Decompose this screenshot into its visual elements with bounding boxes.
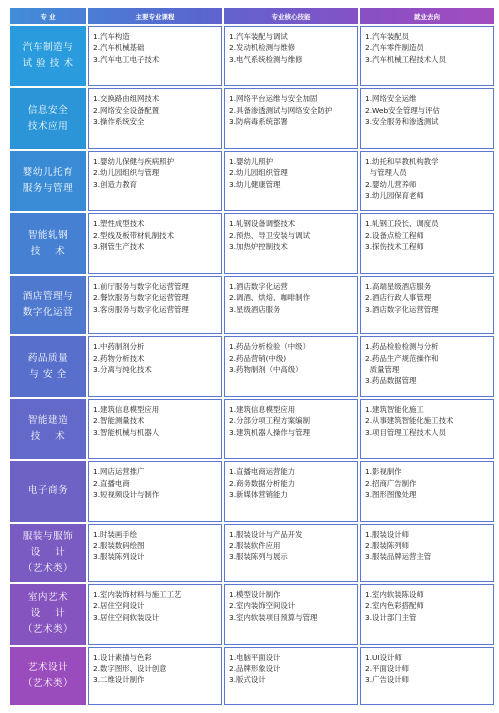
course-item: 3.汽车电工电子技术	[93, 54, 160, 64]
major-name	[10, 213, 86, 273]
career-cell	[360, 151, 494, 211]
career-cell	[360, 524, 494, 582]
major-name-line: 艺术设计	[27, 661, 69, 673]
major-name	[10, 151, 86, 211]
career-item: 3.探伤技术工程师	[365, 242, 424, 252]
course-item: 3.短视频设计与制作	[93, 490, 160, 500]
career-item: 2.汽车零件制造员	[365, 43, 424, 53]
table-row	[10, 88, 494, 148]
course-item: 2.智能测量技术	[93, 416, 145, 426]
career-item: 与管理人员	[365, 168, 407, 178]
career-item: 3.项目管理工程技术人员	[365, 427, 446, 437]
course-cell	[88, 26, 222, 86]
course-item: 1.设计素描与色彩	[93, 652, 152, 662]
skill-item: 2.品牌形象设计	[229, 663, 281, 673]
course-item: 3.钢管生产技术	[93, 242, 145, 252]
course-cell	[88, 399, 222, 459]
skill-item: 2.商务数据分析能力	[229, 478, 296, 488]
skill-item: 1.建筑信息模型应用	[229, 404, 296, 414]
skill-item: 2.幼儿园组织管理	[229, 168, 288, 178]
career-cell	[360, 399, 494, 459]
career-cell	[360, 584, 494, 644]
career-item: 3.汽车机械工程技术人员	[365, 54, 446, 64]
career-item: 3.药品数据管理	[365, 376, 417, 386]
major-name-line: 数字化运营	[22, 307, 74, 319]
skill-item: 1.服装设计与产品开发	[229, 529, 303, 539]
course-item: 3.分离与纯化技术	[93, 365, 152, 375]
skill-cell	[224, 276, 358, 334]
table-row	[10, 151, 494, 211]
skill-item: 3.服装陈列与展示	[229, 552, 288, 562]
major-name-line: 服务与管理	[22, 183, 74, 195]
course-item: 1.中药制剂分析	[93, 342, 145, 352]
career-item: 1.影视制作	[365, 467, 402, 477]
skill-item: 2.发动机检测与维修	[229, 43, 296, 53]
career-item: 2.平面设计师	[365, 663, 410, 673]
major-name-line: 酒店管理与	[22, 291, 74, 303]
table-row	[10, 461, 494, 521]
course-cell	[88, 151, 222, 211]
table-row	[10, 524, 494, 582]
major-name-line: 技 术	[30, 245, 66, 257]
career-item: 2.设备点检工程师	[365, 230, 424, 240]
major-name	[10, 336, 86, 396]
skill-cell	[224, 26, 358, 86]
major-name-line: 电子商务	[27, 485, 69, 497]
major-name	[10, 461, 86, 521]
skill-item: 1.酒店数字化运营	[229, 281, 288, 291]
skill-item: 3.建筑机器人操作与管理	[229, 427, 310, 437]
course-item: 1.室内装饰材料与施工工艺	[93, 590, 182, 600]
majors-table	[8, 6, 496, 707]
course-item: 3.二维设计制作	[93, 675, 145, 685]
course-cell	[88, 276, 222, 334]
table-row	[10, 584, 494, 644]
skill-item: 2.药品营销(中级)	[229, 353, 287, 363]
major-name-line: 智能轧钢	[27, 229, 69, 241]
course-cell	[88, 213, 222, 273]
table-row	[10, 26, 494, 86]
skill-item: 1.直播电商运营能力	[229, 467, 296, 477]
career-item: 1.网络安全运维	[365, 94, 417, 104]
skill-cell	[224, 461, 358, 521]
skill-item: 2.具备渗透测试与网络安全防护	[229, 105, 333, 115]
skill-cell	[224, 213, 358, 273]
course-item: 2.居住空间设计	[93, 601, 145, 611]
skill-item: 3.幼儿健康管理	[229, 179, 281, 189]
table-row	[10, 276, 494, 334]
header-career: 就业去向	[360, 8, 494, 24]
career-item: 3.幼儿园保育老师	[365, 191, 424, 201]
skill-cell	[224, 151, 358, 211]
table-row	[10, 336, 494, 396]
course-item: 2.数字图形、设计创意	[93, 663, 167, 673]
major-name-line: 设 计	[30, 608, 66, 620]
header-row	[10, 8, 494, 24]
table-row	[10, 399, 494, 459]
header-skills: 专业核心技能	[224, 8, 358, 24]
career-cell	[360, 647, 494, 705]
skill-item: 3.电气系统检测与维修	[229, 54, 303, 64]
major-name	[10, 276, 86, 334]
career-item: 1.轧钢工段长、调度员	[365, 219, 439, 229]
major-name-line: 室内艺术	[27, 592, 69, 604]
skill-item: 2.分部分项工程方案编制	[229, 416, 310, 426]
course-item: 3.创造力教育	[93, 179, 138, 189]
course-item: 2.网络安全设备配置	[93, 105, 160, 115]
major-name-line: 婴幼儿托育	[22, 167, 74, 179]
course-item: 2.药物分析技术	[93, 353, 145, 363]
major-name-line: 与 安 全	[29, 368, 67, 380]
career-cell	[360, 88, 494, 148]
career-item: 2.酒店行政人事管理	[365, 293, 432, 303]
skill-item: 3.加热炉控制技术	[229, 242, 288, 252]
skill-item: 2.室内装饰空间设计	[229, 601, 296, 611]
major-name-line: 设 计	[30, 546, 66, 558]
course-item: 1.网店运营推广	[93, 467, 145, 477]
header-major: 专 业	[10, 8, 86, 24]
career-item: 1.幼托和早教机构教学	[365, 156, 439, 166]
course-item: 3.操作系统安全	[93, 117, 145, 127]
course-cell	[88, 524, 222, 582]
career-item: 3.广告设计师	[365, 675, 410, 685]
career-item: 1.服装设计师	[365, 529, 410, 539]
major-name-line: 药品质量	[27, 352, 69, 364]
skill-item: 2.调酒、烘焙、咖啡制作	[229, 293, 310, 303]
course-item: 2.直播电商	[93, 478, 130, 488]
career-item: 2.Web安全管理与评估	[365, 105, 440, 115]
major-name	[10, 647, 86, 705]
course-item: 2.餐饮服务与数字化运营管理	[93, 293, 189, 303]
skill-item: 1.汽车装配与调试	[229, 32, 288, 41]
course-item: 1.建筑信息模型应用	[93, 404, 160, 414]
course-item: 1.婴幼儿保健与疾病照护	[93, 156, 174, 166]
career-item: 2.室内色彩搭配师	[365, 601, 424, 611]
major-name	[10, 399, 86, 459]
course-item: 2.汽车机械基础	[93, 43, 145, 53]
skill-item: 3.防病毒系统部署	[229, 117, 288, 127]
major-name-line: （艺术类）	[22, 624, 74, 636]
skill-item: 3.药物制剂（中高级）	[229, 365, 303, 375]
skill-item: 1.药品分析检验（中级）	[229, 342, 310, 352]
major-name	[10, 88, 86, 148]
career-cell	[360, 213, 494, 273]
skill-item: 3.新媒体营销能力	[229, 490, 288, 500]
skill-item: 1.婴幼儿照护	[229, 156, 274, 166]
career-item: 2.招商广告制作	[365, 478, 417, 488]
skill-item: 3.室内软装项目预算与管理	[229, 612, 318, 622]
course-cell	[88, 647, 222, 705]
course-item: 1.汽车构造	[93, 32, 130, 41]
skill-cell	[224, 336, 358, 396]
skill-item: 1.模型设计制作	[229, 590, 281, 600]
career-cell	[360, 276, 494, 334]
course-item: 1.前厅服务与数字化运营管理	[93, 281, 189, 291]
skill-item: 1.轧钢设备调整技术	[229, 219, 296, 229]
table-body	[10, 26, 494, 705]
course-item: 2.幼儿园组织与管理	[93, 168, 160, 178]
major-name-line: 服装与服饰	[22, 530, 74, 542]
course-item: 3.服装陈列设计	[93, 552, 145, 562]
career-item: 1.药品检验检测与分析	[365, 342, 439, 352]
major-name-line: 汽车制造与	[22, 42, 74, 54]
career-item: 1.建筑智能化施工	[365, 404, 424, 414]
course-item: 3.客房服务与数字化运营管理	[93, 304, 189, 314]
major-name-line: （艺术类）	[22, 677, 74, 689]
major-name-line: 智能建造	[27, 414, 69, 426]
career-item: 3.服装品牌运营主管	[365, 552, 432, 562]
skill-item: 3.版式设计	[229, 675, 266, 685]
career-item: 2.从事建筑智能化施工技术	[365, 416, 454, 426]
career-item: 2.服装陈列师	[365, 541, 410, 551]
course-cell	[88, 461, 222, 521]
course-item: 2.型线及板带材轧制技术	[93, 230, 174, 240]
course-cell	[88, 88, 222, 148]
skill-item: 2.预热、导卫安装与调试	[229, 230, 310, 240]
skill-item: 3.星级酒店服务	[229, 304, 281, 314]
career-item: 2.药品生产规范操作和	[365, 353, 439, 363]
career-item: 1.高端星级酒店服务	[365, 281, 432, 291]
major-name	[10, 26, 86, 86]
career-item: 1.室内软装陈设师	[365, 590, 424, 600]
career-item: 3.酒店数字化运营管理	[365, 304, 439, 314]
course-cell	[88, 584, 222, 644]
major-name-line: 信息安全	[27, 104, 69, 116]
course-item: 3.智能机械与机器人	[93, 427, 160, 437]
course-item: 1.交换路由组网技术	[93, 94, 160, 104]
skill-cell	[224, 399, 358, 459]
course-cell	[88, 336, 222, 396]
career-cell	[360, 461, 494, 521]
skill-item: 1.网络平台运维与安全加固	[229, 94, 318, 104]
skill-cell	[224, 647, 358, 705]
career-item: 1.汽车装配员	[365, 32, 410, 41]
career-cell	[360, 336, 494, 396]
major-name	[10, 584, 86, 644]
skill-item: 1.电脑平面设计	[229, 652, 281, 662]
career-item: 3.安全服务和渗透测试	[365, 117, 439, 127]
course-item: 1.塑性成型技术	[93, 219, 145, 229]
skill-cell	[224, 584, 358, 644]
career-item: 1.UI设计师	[365, 652, 402, 662]
major-name-line: 技术应用	[27, 120, 69, 132]
career-item: 2.婴幼儿营养师	[365, 179, 417, 189]
table-row	[10, 213, 494, 273]
major-name	[10, 524, 86, 582]
major-name-line: 试 验 技 术	[22, 58, 74, 70]
major-name-line: （艺术类）	[22, 562, 74, 574]
course-item: 3.居住空间软装设计	[93, 612, 160, 622]
skill-item: 2.服装软件应用	[229, 541, 281, 551]
skill-cell	[224, 88, 358, 148]
skill-cell	[224, 524, 358, 582]
career-item: 3.图形图像处理	[365, 490, 417, 500]
table-row	[10, 647, 494, 705]
career-item: 3.设计部门主管	[365, 612, 417, 622]
career-item: 质量管理	[365, 365, 400, 375]
career-cell	[360, 26, 494, 86]
course-item: 1.时装画手绘	[93, 529, 138, 539]
course-item: 2.服装数码绘图	[93, 541, 145, 551]
major-name-line: 技 术	[30, 430, 66, 442]
header-courses: 主要专业课程	[88, 8, 222, 24]
